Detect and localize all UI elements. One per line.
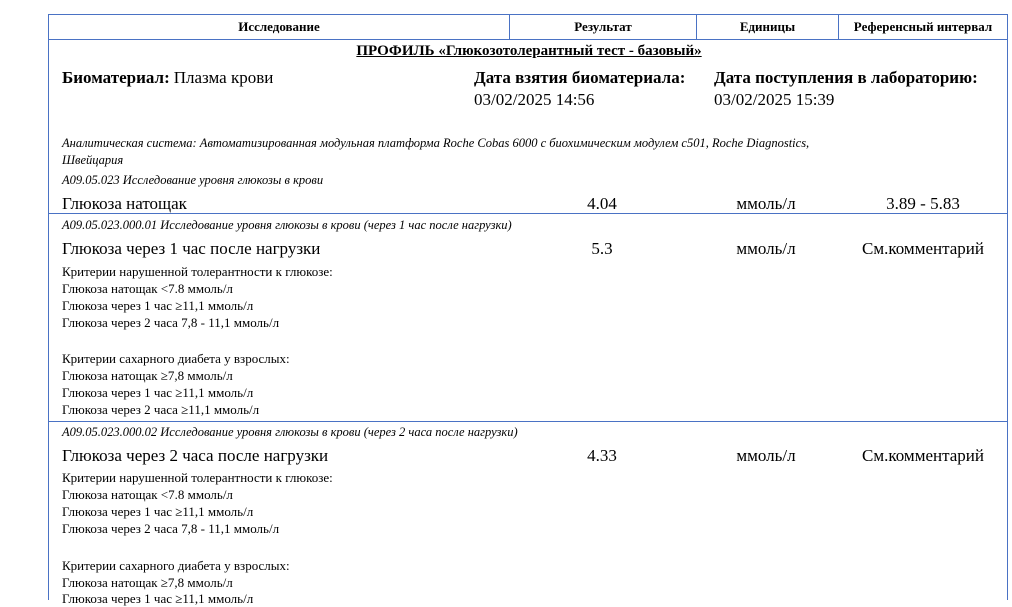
header-result: Результат bbox=[574, 19, 632, 34]
test3-result: 4.33 bbox=[587, 446, 617, 465]
header-units: Единицы bbox=[739, 19, 796, 34]
test3-comment: Глюкоза через 2 часа 7,8 - 11,1 ммоль/л bbox=[62, 521, 280, 536]
lab-date-value: 03/02/2025 15:39 bbox=[714, 90, 835, 109]
header-ref: Референсный интервал bbox=[853, 19, 993, 34]
collection-date-label: Дата взятия биоматериала: bbox=[474, 68, 686, 87]
test2-code: А09.05.023.000.01 Исследование уровня глюкозы в крови (через 1 час после нагрузки) bbox=[62, 218, 512, 232]
test1-code: А09.05.023 Исследование уровня глюкозы в крови bbox=[62, 173, 324, 187]
test2-comment: Глюкоза через 2 часа ≥11,1 ммоль/л bbox=[62, 402, 260, 417]
test2-comment: Глюкоза через 2 часа 7,8 - 11,1 ммоль/л bbox=[62, 315, 280, 330]
test3-comment: Критерии сахарного диабета у взрослых: bbox=[62, 558, 290, 573]
test2-comment: Глюкоза натощак ≥7,8 ммоль/л bbox=[62, 368, 233, 383]
biomaterial bbox=[62, 68, 273, 88]
lab-date-label: Дата поступления в лабораторию: bbox=[714, 68, 978, 87]
analytic-system-line1: Аналитическая система: Автоматизированная модульная платформа Roche Cobas 6000 с биохимическим модулем с501, Roche Diagnostics, bbox=[62, 136, 810, 150]
test3-comment: Критерии нарушенной толерантности к глюкозе: bbox=[62, 470, 333, 485]
test2-result: 5.3 bbox=[591, 239, 613, 258]
test2-comment: Глюкоза натощак <7.8 ммоль/л bbox=[62, 281, 233, 296]
test3-units: ммоль/л bbox=[736, 446, 796, 465]
test1-result: 4.04 bbox=[587, 194, 617, 213]
analytic-system-line2: Швейцария bbox=[62, 153, 124, 167]
test3-name: Глюкоза через 2 часа после нагрузки bbox=[62, 446, 329, 465]
profile-title: ПРОФИЛЬ «Глюкозотолерантный тест - базовый» bbox=[356, 43, 702, 59]
test3-comment: Глюкоза натощак <7.8 ммоль/л bbox=[62, 487, 233, 502]
table-header bbox=[48, 14, 1008, 40]
test2-name: Глюкоза через 1 час после нагрузки bbox=[62, 239, 321, 258]
test2-ref: См.комментарий bbox=[862, 239, 984, 258]
test3-ref: См.комментарий bbox=[862, 446, 984, 465]
test1-ref: 3.89 - 5.83 bbox=[886, 194, 960, 213]
test2-comment: Критерии сахарного диабета у взрослых: bbox=[62, 351, 290, 366]
biomaterial-label: Биоматериал: bbox=[62, 68, 170, 87]
test1-units: ммоль/л bbox=[736, 194, 796, 213]
test3-comment: Глюкоза через 1 час ≥11,1 ммоль/л bbox=[62, 504, 254, 519]
biomaterial-value: Плазма крови bbox=[173, 68, 274, 87]
test3-comment: Глюкоза через 1 час ≥11,1 ммоль/л bbox=[62, 591, 254, 606]
test2-comment: Глюкоза через 1 час ≥11,1 ммоль/л bbox=[62, 298, 254, 313]
collection-date-value: 03/02/2025 14:56 bbox=[474, 90, 595, 109]
test2-comment: Глюкоза через 1 час ≥11,1 ммоль/л bbox=[62, 385, 254, 400]
test3-comment: Глюкоза натощак ≥7,8 ммоль/л bbox=[62, 575, 233, 590]
test2-units: ммоль/л bbox=[736, 239, 796, 258]
test1-name: Глюкоза натощак bbox=[62, 194, 187, 213]
test2-comment: Критерии нарушенной толерантности к глюкозе: bbox=[62, 264, 333, 279]
header-study: Исследование bbox=[238, 19, 320, 34]
test3-code: А09.05.023.000.02 Исследование уровня глюкозы в крови (через 2 часа после нагрузки) bbox=[62, 425, 518, 439]
